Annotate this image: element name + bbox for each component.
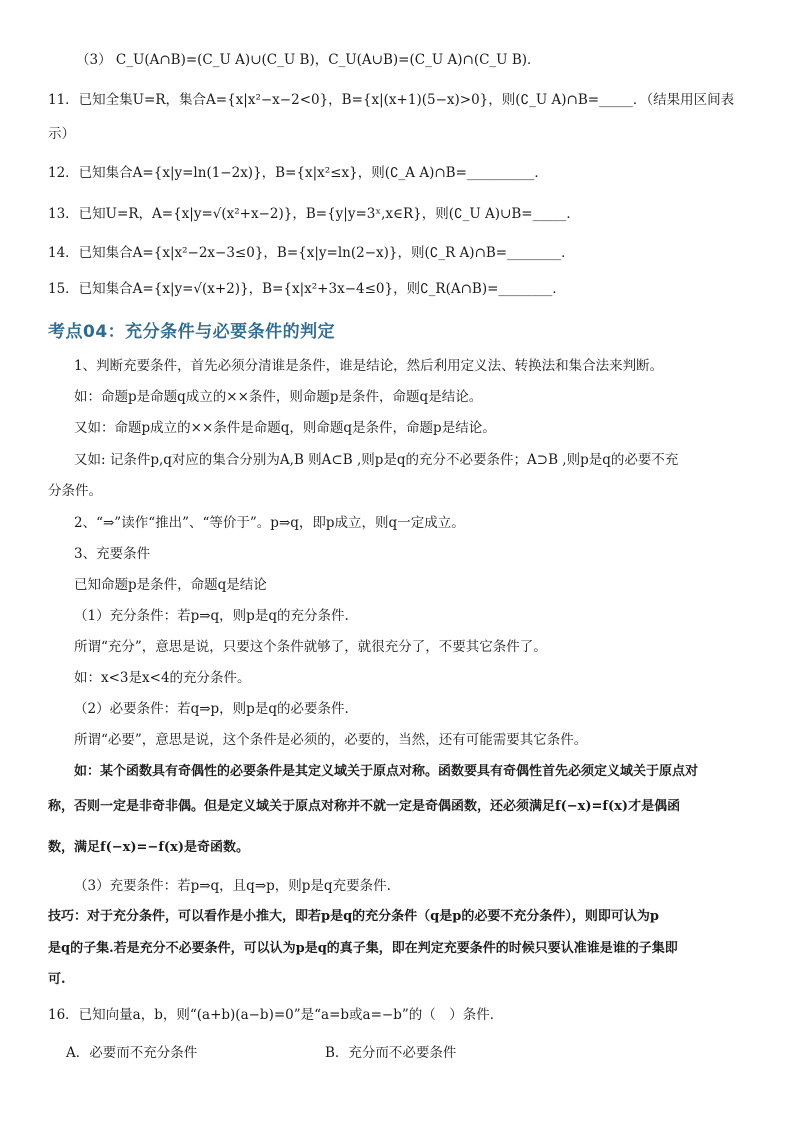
- bold-paragraph-cont: 称，否则一定是非奇非偶。但是定义域关于原点对称并不就一定是奇偶函数，还必须满足f(−x)=f(x)才是偶函: [48, 799, 681, 814]
- question-12: 12．已知集合A={x|y=ln(1−2x)}，B={x|x²≤x}，则(∁_A A)∩B=__________．: [48, 165, 548, 181]
- paragraph: 1、判断充要条件，首先必须分清谁是条件，谁是结论，然后利用定义法、转换法和集合法来判断。: [74, 358, 664, 374]
- question-16: 16．已知向量a，b，则“(a+b)(a−b)=0”是“a=b或a=−b”的（ ）条件．: [48, 1007, 504, 1023]
- paragraph-cont: 分条件。: [48, 483, 102, 499]
- paragraph: 2、“⇒”读作“推出”、“等价于”。p⇒q，即p成立，则q一定成立。: [74, 515, 465, 531]
- paragraph: （3）充要条件：若p⇒q，且q⇒p，则p是q充要条件.: [74, 878, 391, 894]
- tip-paragraph-cont: 可.: [48, 972, 66, 987]
- question-15: 15．已知集合A={x|y=√(x+2)}，B={x|x²+3x−4≤0}，则∁_R(A∩B)=________．: [48, 281, 566, 297]
- question-13: 13．已知U=R，A={x|y=√(x²+x−2)}，B={y|y=3ˣ,x∈R}，则(∁_U A)∪B=_____．: [48, 206, 580, 222]
- paragraph: 如：命题p是命题q成立的××条件，则命题p是条件，命题q是结论。: [74, 389, 483, 405]
- paragraph: （2）必要条件：若q⇒p，则p是q的必要条件.: [74, 701, 349, 717]
- question-11-cont: 示）: [48, 126, 75, 142]
- paragraph: 所谓“必要”，意思是说，这个条件是必须的，必要的，当然，还有可能需要其它条件。: [74, 732, 588, 748]
- tip-paragraph-cont: 是q的子集.若是充分不必要条件，可以认为p是q的真子集，即在判定充要条件的时候只要认准谁是谁的子集即: [48, 941, 678, 956]
- paragraph: 又如: 记条件p,q对应的集合分别为A,B 则A⊂B ,则p是q的充分不必要条件；A⊃B ,则p是q的必要不充: [74, 452, 679, 468]
- bold-paragraph-cont: 数，满足f(−x)=−f(x)是奇函数。: [48, 840, 249, 855]
- question-11: 11．已知全集U=R，集合A={x|x²−x−2<0}，B={x|(x+1)(5−x)>0}，则(∁_U A)∩B=_____．（结果用区间表: [48, 92, 735, 108]
- option-a: A．必要而不充分条件: [66, 1045, 198, 1061]
- paragraph: 又如：命题p成立的××条件是命题q，则命题q是条件，命题p是结论。: [74, 420, 496, 436]
- paragraph: 3、充要条件: [74, 546, 151, 562]
- section-title: 考点04：充分条件与必要条件的判定: [48, 322, 336, 342]
- tip-paragraph: 技巧：对于充分条件，可以看作是小推大，即若p是q的充分条件（q是p的必要不充分条件），则即可认为p: [48, 909, 659, 924]
- question-14: 14．已知集合A={x|x²−2x−3≤0}，B={x|y=ln(2−x)}，则(∁_R A)∩B=________．: [48, 245, 575, 261]
- option-b: B．充分而不必要条件: [325, 1045, 457, 1061]
- paragraph: 如：x<3是x<4的充分条件。: [74, 670, 251, 686]
- text-line: （3） C_U(A∩B)=(C_U A)∪(C_U B)，C_U(A∪B)=(C_U A)∩(C_U B)．: [76, 52, 541, 68]
- paragraph: （1）充分条件：若p⇒q，则p是q的充分条件.: [74, 608, 349, 624]
- paragraph: 已知命题p是条件，命题q是结论: [74, 577, 267, 593]
- paragraph: 所谓“充分”，意思是说，只要这个条件就够了，就很充分了，不要其它条件了。: [74, 639, 547, 655]
- bold-paragraph: 如：某个函数具有奇偶性的必要条件是其定义域关于原点对称。函数要具有奇偶性首先必须定义域关于原点对: [74, 764, 699, 779]
